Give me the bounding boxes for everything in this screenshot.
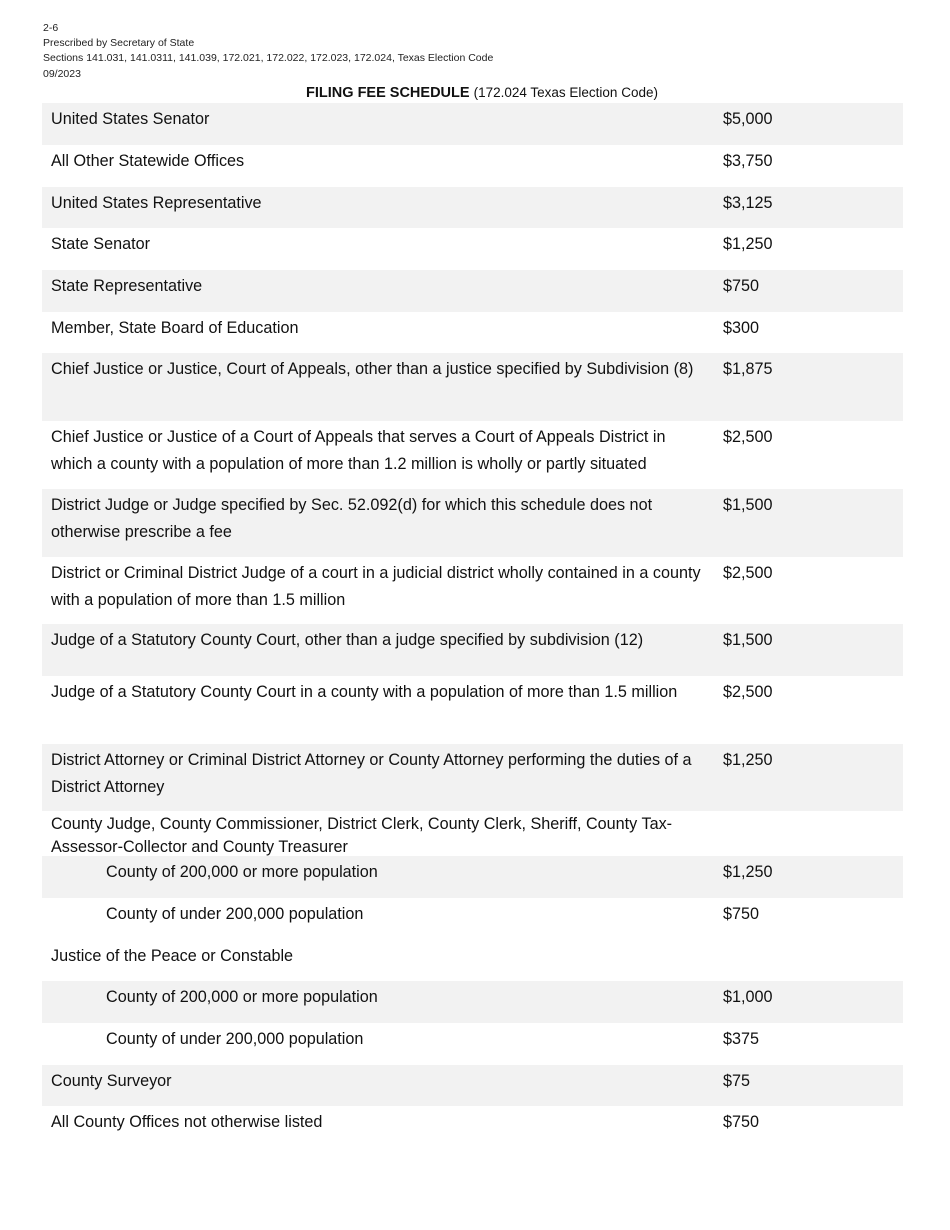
table-row xyxy=(42,856,903,898)
fee-amount: $300 xyxy=(723,319,760,337)
table-row xyxy=(42,981,903,1023)
fee-amount: $1,250 xyxy=(723,863,773,881)
office-label: United States Senator xyxy=(51,110,210,128)
fee-amount: $2,500 xyxy=(723,428,773,446)
office-label: Judge of a Statutory County Court, other than a judge specified by subdivision (12) xyxy=(51,631,644,649)
table-group-heading xyxy=(42,940,903,981)
office-label: United States Representative xyxy=(51,194,262,212)
table-row xyxy=(42,489,903,557)
fee-amount: $750 xyxy=(723,277,760,295)
office-group-label: County Judge, County Commissioner, District Clerk, County Clerk, Sheriff, County Tax-Assessor-Collector and County Treasurer xyxy=(51,815,673,856)
fee-schedule-table xyxy=(42,103,903,1148)
fee-amount: $5,000 xyxy=(723,110,773,128)
fee-amount: $2,500 xyxy=(723,683,773,701)
office-label: State Senator xyxy=(51,235,150,253)
table-row xyxy=(42,898,903,940)
table-row xyxy=(42,676,903,744)
table-row xyxy=(42,103,903,145)
table-row xyxy=(42,1023,903,1065)
table-group-heading xyxy=(42,811,903,856)
fee-amount: $375 xyxy=(723,1030,760,1048)
table-row xyxy=(42,421,903,489)
table-row xyxy=(42,353,903,421)
office-label: State Representative xyxy=(51,277,203,295)
title-main: FILING FEE SCHEDULE xyxy=(306,85,470,101)
fee-amount: $1,500 xyxy=(723,631,773,649)
table-row xyxy=(42,312,903,353)
office-label: Judge of a Statutory County Court in a county with a population of more than 1.5 million xyxy=(51,683,678,701)
statute-sections: Sections 141.031, 141.0311, 141.039, 172.021, 172.022, 172.023, 172.024, Texas Election Code xyxy=(43,52,494,65)
table-row xyxy=(42,270,903,312)
fee-amount: $3,125 xyxy=(723,194,773,212)
office-group-label: Justice of the Peace or Constable xyxy=(51,947,294,965)
title-reference: (172.024 Texas Election Code) xyxy=(473,85,658,100)
fee-amount: $1,500 xyxy=(723,496,773,514)
fee-amount: $750 xyxy=(723,905,760,923)
office-label: County of under 200,000 population xyxy=(106,905,364,923)
office-label: Chief Justice or Justice of a Court of Appeals that serves a Court of Appeals District in which a county with a population of more than 1.2 million is wholly or partly situated xyxy=(51,428,666,473)
office-label: District Attorney or Criminal District Attorney or County Attorney performing the duties of a District Attorney xyxy=(51,751,692,796)
table-row xyxy=(42,1106,903,1148)
office-label: Chief Justice or Justice, Court of Appeals, other than a justice specified by Subdivision (8) xyxy=(51,360,694,378)
table-row xyxy=(42,624,903,676)
office-label: District Judge or Judge specified by Sec. 52.092(d) for which this schedule does not otherwise prescribe a fee xyxy=(51,496,653,541)
fee-amount: $1,250 xyxy=(723,235,773,253)
fee-amount: $2,500 xyxy=(723,564,773,582)
table-row xyxy=(42,557,903,624)
table-row xyxy=(42,228,903,270)
office-label: All Other Statewide Offices xyxy=(51,152,245,170)
fee-amount: $3,750 xyxy=(723,152,773,170)
office-label: Member, State Board of Education xyxy=(51,319,299,337)
fee-amount: $1,250 xyxy=(723,751,773,769)
office-label: County of 200,000 or more population xyxy=(106,988,378,1006)
office-label: County of under 200,000 population xyxy=(106,1030,364,1048)
table-row xyxy=(42,187,903,228)
fee-amount: $75 xyxy=(723,1072,751,1090)
prescribed-by: Prescribed by Secretary of State xyxy=(43,37,195,50)
office-label: District or Criminal District Judge of a court in a judicial district wholly contained in a county with a population of more than 1.5 million xyxy=(51,564,701,609)
office-label: County of 200,000 or more population xyxy=(106,863,378,881)
table-row xyxy=(42,744,903,811)
office-label: County Surveyor xyxy=(51,1072,172,1090)
table-row xyxy=(42,1065,903,1106)
form-number: 2-6 xyxy=(43,22,59,34)
form-header xyxy=(43,21,493,82)
table-row xyxy=(42,145,903,187)
fee-amount: $1,875 xyxy=(723,360,773,378)
office-label: All County Offices not otherwise listed xyxy=(51,1113,323,1131)
fee-amount: $750 xyxy=(723,1113,760,1131)
revision-date: 09/2023 xyxy=(43,67,81,80)
page-title xyxy=(0,83,950,103)
fee-amount: $1,000 xyxy=(723,988,773,1006)
